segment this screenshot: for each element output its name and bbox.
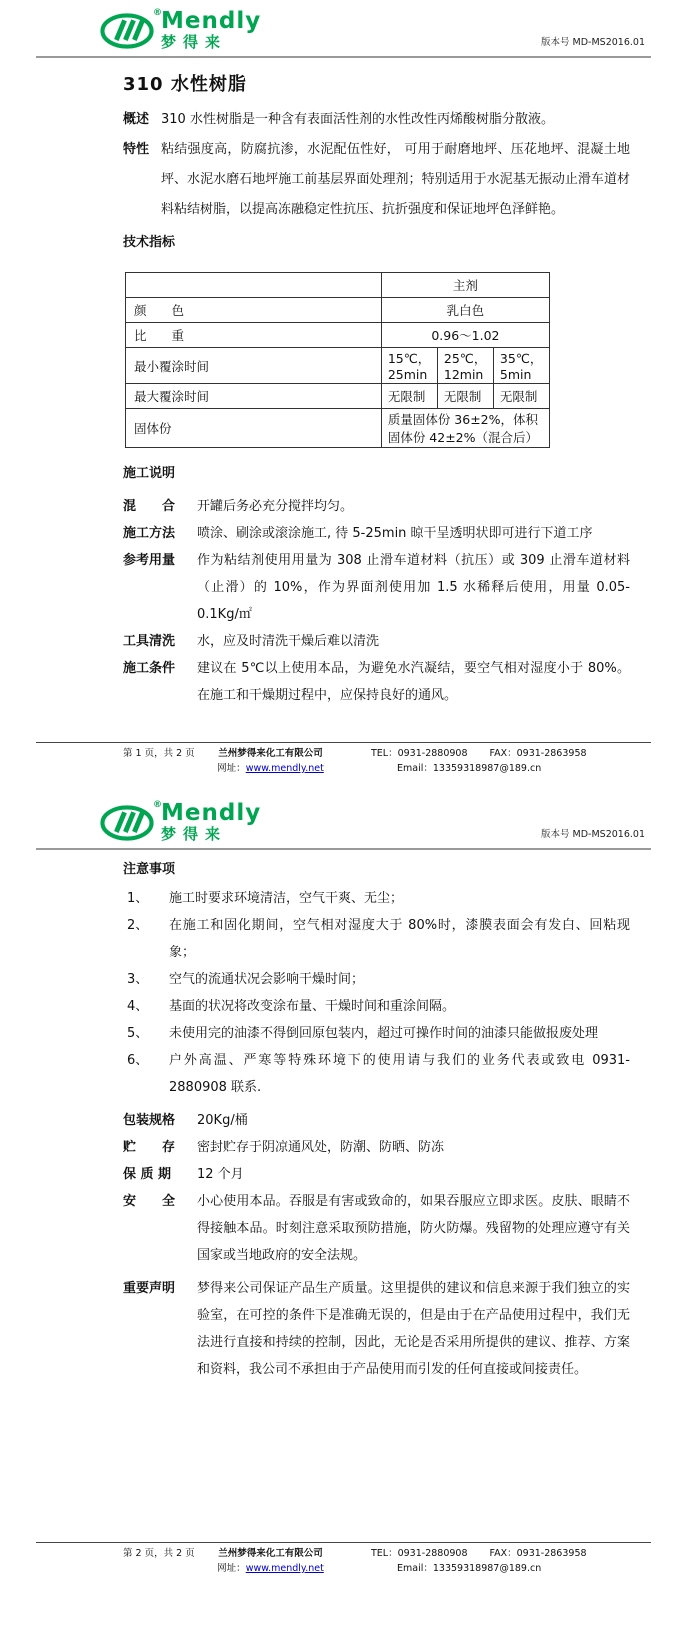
table-label-min-recoat: 最小覆涂时间 (126, 348, 382, 384)
note-number: 5、 (127, 1026, 149, 1041)
construction-details (123, 493, 630, 709)
registered-trademark-icon: ® (153, 800, 162, 810)
page-2-content (0, 850, 687, 1383)
info-label: 包装规格 (123, 1113, 176, 1128)
tel-fax-line (371, 746, 651, 761)
page-1-header (0, 0, 687, 54)
note-text: 未使用完的油漆不得倒回原包装内，超过可操作时间的油漆只能做报废处理 (169, 1026, 599, 1041)
tel-number: TEL：0931-2880908 (371, 1548, 468, 1559)
website-link[interactable]: www.mendly.net (245, 763, 324, 774)
page-1-footer (36, 742, 651, 776)
tech-specs-table (125, 272, 550, 448)
features-text: 粘结强度高，防腐抗渗，水泥配伍性好， 可用于耐磨地坪、压花地坪、混凝土地坪、水泥水磨石地坪施工前基层界面处理剂；特别适用于水泥基无振动止滑车道材料粘结树脂，以提高冻融稳定性抗压、抗折强度和保证地坪色泽鲜艳。 (161, 142, 630, 217)
page-indicator: 第 1 页，共 2 页 (123, 748, 195, 759)
registered-trademark-icon: ® (153, 8, 162, 18)
note-text: 施工时要求环境清洁，空气干爽、无尘； (169, 891, 404, 906)
logo-text-en: Mendly (161, 800, 262, 826)
table-value-max-recoat-1: 无限制 (381, 384, 437, 409)
logo-text-cn: 梦得来 (161, 825, 228, 843)
product-info-rows (123, 1107, 630, 1383)
note-number: 3、 (127, 972, 149, 987)
features-label: 特性 (123, 142, 150, 157)
tech-specs-heading: 技术指标 (123, 235, 176, 250)
tel-number: TEL：0931-2880908 (371, 748, 468, 759)
version-label: 版本号 MD-MS2016.01 (541, 37, 645, 48)
overview-text: 310 水性树脂是一种含有表面活性剂的水性改性丙烯酸树脂分散液。 (161, 112, 554, 127)
table-row (126, 298, 550, 323)
note-text: 空气的流通状况会影响干燥时间； (169, 972, 365, 987)
spec-row-application-method (123, 520, 630, 547)
table-label-solids: 固体份 (126, 409, 382, 448)
list-item (123, 993, 630, 1020)
spec-text: 建议在 5℃以上使用本品，为避免水汽凝结，要空气相对湿度小于 80%。在施工和干燥期过程中，应保持良好的通风。 (197, 661, 630, 703)
note-number: 4、 (127, 999, 149, 1014)
spec-row-application-conditions (123, 655, 630, 709)
table-value-max-recoat-2: 无限制 (437, 384, 493, 409)
info-label: 贮 存 (123, 1140, 176, 1155)
note-text: 户外高温、严寒等特殊环境下的使用请与我们的业务代表或致电 0931-2880908 联系. (169, 1053, 630, 1095)
list-item (123, 966, 630, 993)
spec-text: 水，应及时清洗干燥后难以清洗 (197, 634, 380, 649)
info-text: 密封贮存于阴凉通风处，防潮、防晒、防冻 (197, 1140, 445, 1155)
website-link[interactable]: www.mendly.net (245, 1563, 324, 1574)
overview-label: 概述 (123, 112, 150, 127)
page-indicator: 第 2 页，共 2 页 (123, 1548, 195, 1559)
website-line (188, 1561, 353, 1576)
table-header-main-agent: 主剂 (381, 273, 549, 298)
spec-row-reference-dosage (123, 547, 630, 628)
mendly-logo (100, 10, 261, 50)
table-row (126, 409, 550, 448)
info-row-packaging (123, 1107, 630, 1134)
info-text: 梦得来公司保证产品生产质量。这里提供的建议和信息来源于我们独立的实验室，在可控的条件下是准确无误的，但是由于在产品使用过程中，我们无法进行直接和持续的控制，因此，无论是否采用所提供的建议、推荐、方案和资料，我公司不承担由于产品使用而引发的任何直接或间接责任。 (197, 1281, 630, 1377)
page-1-content (0, 70, 687, 709)
footer-contact-block (353, 746, 651, 776)
footer-divider (36, 1542, 651, 1543)
footer-content (36, 1546, 651, 1576)
note-text: 在施工和固化期间，空气相对湿度大于 80%时，漆膜表面会有发白、回粘现象； (169, 918, 630, 960)
mendly-logo (100, 802, 261, 842)
note-number: 6、 (127, 1053, 149, 1068)
page-2-header (0, 780, 687, 846)
features-row (123, 135, 630, 225)
table-corner-cell (126, 273, 382, 298)
logo-wordmark (161, 10, 261, 50)
table-value-specific-gravity: 0.96～1.02 (381, 323, 549, 348)
info-row-storage (123, 1134, 630, 1161)
footer-company-block (188, 746, 353, 776)
info-text: 20Kg/桶 (197, 1113, 248, 1128)
website-label: 网址： (217, 763, 246, 774)
spec-label: 施工条件 (123, 661, 176, 676)
page-2-footer (36, 1542, 651, 1576)
note-text: 基面的状况将改变涂布量、干燥时间和重涂间隔。 (169, 999, 456, 1014)
email-address: Email：13359318987@189.cn (397, 763, 542, 774)
page-2 (0, 780, 687, 1638)
spec-label: 参考用量 (123, 553, 176, 568)
fax-number: FAX：0931-2863958 (489, 1548, 587, 1559)
table-label-max-recoat: 最大覆涂时间 (126, 384, 382, 409)
table-label-specific-gravity: 比 重 (126, 323, 382, 348)
spec-label: 施工方法 (123, 526, 176, 541)
overview-row (123, 106, 630, 133)
list-item (123, 912, 630, 966)
list-item (123, 1047, 630, 1101)
header-divider (36, 56, 651, 58)
list-item (123, 1020, 630, 1047)
table-row (126, 273, 550, 298)
note-number: 2、 (127, 918, 149, 933)
table-value-color: 乳白色 (381, 298, 549, 323)
website-label: 网址： (217, 1563, 246, 1574)
table-row (126, 323, 550, 348)
mendly-emblem-icon (100, 804, 154, 842)
table-row (126, 384, 550, 409)
footer-content (36, 746, 651, 776)
info-label: 安 全 (123, 1194, 176, 1209)
page-1 (0, 0, 687, 780)
logo-text-en: Mendly (161, 8, 262, 34)
note-number: 1、 (127, 891, 149, 906)
notes-list (123, 885, 630, 1101)
footer-company-block (188, 1546, 353, 1576)
table-value-min-recoat-35c: 35℃，5min (493, 348, 549, 384)
email-address: Email：13359318987@189.cn (397, 1563, 542, 1574)
list-item (123, 885, 630, 912)
spec-row-tool-cleaning (123, 628, 630, 655)
tel-fax-line (371, 1546, 651, 1561)
info-row-safety (123, 1188, 630, 1269)
mendly-emblem-icon (100, 12, 154, 50)
construction-heading: 施工说明 (123, 466, 176, 481)
logo-wordmark (161, 802, 261, 842)
spec-text: 开罐后务必充分搅拌均匀。 (197, 499, 354, 514)
spec-label: 工具清洗 (123, 634, 176, 649)
spec-text: 作为粘结剂使用用量为 308 止滑车道材料（抗压）或 309 止滑车道材料（止滑）的 10%，作为界面剂使用加 1.5 水稀释后使用，用量 0.05-0.1Kg/㎡ (197, 553, 630, 622)
table-value-solids: 质量固体份 36±2%，体积固体份 42±2%（混合后） (381, 409, 549, 448)
footer-divider (36, 742, 651, 743)
table-row (126, 348, 550, 384)
spec-text: 喷涂、刷涂或滚涂施工, 待 5-25min 晾干呈透明状即可进行下道工序 (197, 526, 593, 541)
info-row-shelf-life (123, 1161, 630, 1188)
fax-number: FAX：0931-2863958 (489, 748, 587, 759)
spec-row-mixing (123, 493, 630, 520)
version-label: 版本号 MD-MS2016.01 (541, 829, 645, 840)
table-value-min-recoat-25c: 25℃，12min (437, 348, 493, 384)
logo-text-cn: 梦得来 (161, 33, 228, 51)
info-text: 12 个月 (197, 1167, 244, 1182)
info-label: 保 质 期 (123, 1167, 172, 1182)
company-name: 兰州梦得来化工有限公司 (218, 748, 323, 759)
website-line (188, 761, 353, 776)
table-label-color: 颜 色 (126, 298, 382, 323)
spec-label: 混 合 (123, 499, 176, 514)
info-label: 重要声明 (123, 1281, 176, 1296)
info-text: 小心使用本品。吞服是有害或致命的，如果吞服应立即求医。皮肤、眼睛不得接触本品。时刻注意采取预防措施，防火防爆。残留物的处理应遵守有关国家或当地政府的安全法规。 (197, 1194, 630, 1263)
footer-contact-block (353, 1546, 651, 1576)
table-value-max-recoat-3: 无限制 (493, 384, 549, 409)
info-row-disclaimer (123, 1275, 630, 1383)
company-name: 兰州梦得来化工有限公司 (218, 1548, 323, 1559)
table-value-min-recoat-15c: 15℃，25min (381, 348, 437, 384)
product-title: 310 水性树脂 (123, 74, 247, 95)
notes-heading: 注意事项 (123, 862, 176, 877)
